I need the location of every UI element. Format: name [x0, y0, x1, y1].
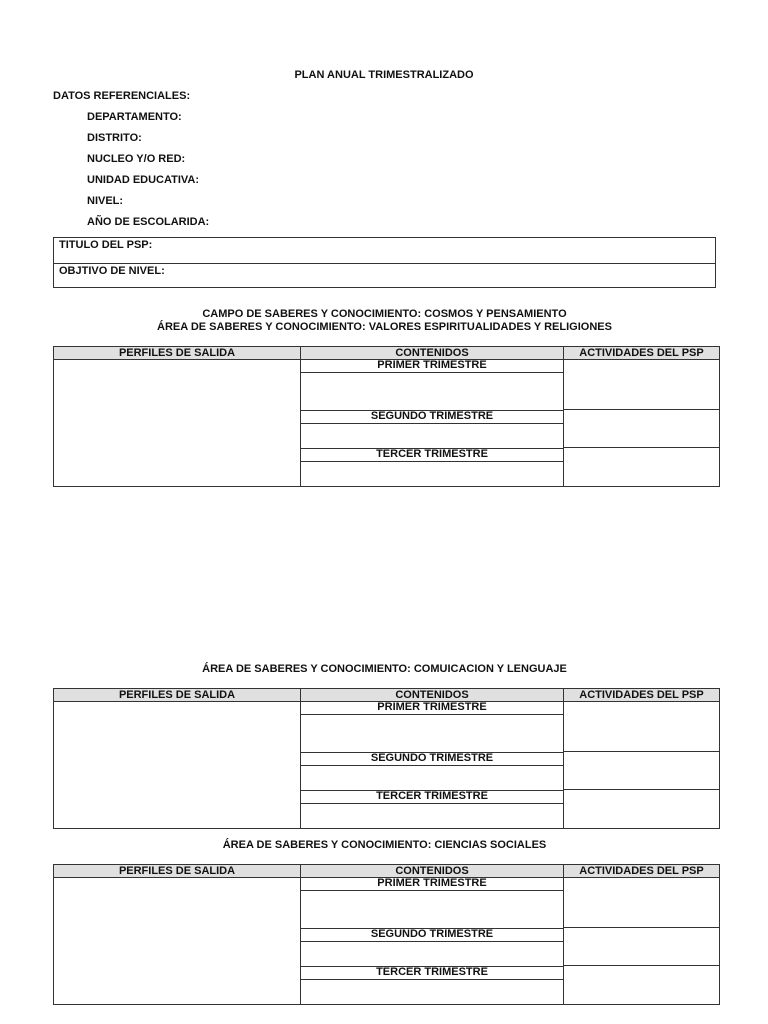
contenidos-header: CONTENIDOS [301, 865, 564, 878]
actividades-segundo-field [564, 928, 719, 966]
perfiles-cell [54, 702, 301, 829]
section-3-area: ÁREA DE SABERES Y CONOCIMIENTO: CIENCIAS SOCIALES [222, 839, 547, 851]
perfiles-header: PERFILES DE SALIDA [54, 865, 301, 878]
segundo-trimestre-field [301, 424, 563, 448]
tercer-trimestre-label: TERCER TRIMESTRE [301, 967, 563, 980]
contenidos-cell [301, 878, 564, 1005]
tercer-trimestre-field [301, 462, 563, 486]
contenidos-cell [301, 360, 564, 487]
actividades-tercer-field [564, 790, 719, 827]
tercer-trimestre-label: TERCER TRIMESTRE [301, 791, 563, 804]
unidad-educativa-label: UNIDAD EDUCATIVA: [87, 174, 200, 186]
contenidos-cell [301, 702, 564, 829]
segundo-trimestre-block [301, 411, 563, 449]
actividades-header: ACTIVIDADES DEL PSP [564, 347, 720, 360]
actividades-cell [564, 360, 720, 487]
titulo-psp-row [54, 238, 715, 263]
segundo-trimestre-block [301, 753, 563, 791]
primer-trimestre-block [301, 878, 563, 929]
perfiles-header: PERFILES DE SALIDA [54, 689, 301, 702]
datos-referenciales-label: DATOS REFERENCIALES: [53, 90, 191, 102]
section-1-table [53, 346, 720, 487]
tercer-trimestre-field [301, 980, 563, 1004]
actividades-primer-field [564, 878, 719, 928]
primer-trimestre-label: PRIMER TRIMESTRE [301, 360, 563, 373]
titulo-psp-label: TITULO DEL PSP: [59, 239, 153, 251]
tercer-trimestre-label: TERCER TRIMESTRE [301, 449, 563, 462]
actividades-primer-field [564, 360, 719, 410]
distrito-label: DISTRITO: [87, 132, 142, 144]
actividades-cell [564, 878, 720, 1005]
perfiles-header: PERFILES DE SALIDA [54, 347, 301, 360]
objetivo-nivel-label: OBJTIVO DE NIVEL: [59, 265, 165, 277]
section-1-area: ÁREA DE SABERES Y CONOCIMIENTO: VALORES ESPIRITUALIDADES Y RELIGIONES [157, 321, 612, 333]
actividades-header: ACTIVIDADES DEL PSP [564, 689, 720, 702]
anio-escolaridad-label: AÑO DE ESCOLARIDA: [87, 216, 210, 228]
segundo-trimestre-field [301, 942, 563, 966]
nivel-label: NIVEL: [87, 195, 124, 207]
contenidos-header: CONTENIDOS [301, 347, 564, 360]
primer-trimestre-field [301, 891, 563, 928]
segundo-trimestre-field [301, 766, 563, 790]
actividades-primer-field [564, 702, 719, 752]
primer-trimestre-label: PRIMER TRIMESTRE [301, 878, 563, 891]
segundo-trimestre-block [301, 929, 563, 967]
psp-box [53, 237, 716, 288]
departamento-label: DEPARTAMENTO: [87, 111, 182, 123]
section-3-table [53, 864, 720, 1005]
primer-trimestre-label: PRIMER TRIMESTRE [301, 702, 563, 715]
perfiles-cell [54, 878, 301, 1005]
contenidos-header: CONTENIDOS [301, 689, 564, 702]
tercer-trimestre-field [301, 804, 563, 828]
actividades-tercer-field [564, 966, 719, 1003]
tercer-trimestre-block [301, 791, 563, 828]
objetivo-nivel-row [54, 263, 715, 287]
actividades-cell [564, 702, 720, 829]
segundo-trimestre-label: SEGUNDO TRIMESTRE [301, 753, 563, 766]
actividades-tercer-field [564, 448, 719, 485]
tercer-trimestre-block [301, 449, 563, 486]
primer-trimestre-block [301, 360, 563, 411]
section-1-campo: CAMPO DE SABERES Y CONOCIMIENTO: COSMOS Y PENSAMIENTO [202, 308, 567, 320]
section-2-table [53, 688, 720, 829]
primer-trimestre-field [301, 373, 563, 410]
actividades-segundo-field [564, 410, 719, 448]
segundo-trimestre-label: SEGUNDO TRIMESTRE [301, 411, 563, 424]
document-title: PLAN ANUAL TRIMESTRALIZADO [294, 69, 474, 81]
nucleo-red-label: NUCLEO Y/O RED: [87, 153, 186, 165]
tercer-trimestre-block [301, 967, 563, 1004]
actividades-header: ACTIVIDADES DEL PSP [564, 865, 720, 878]
segundo-trimestre-label: SEGUNDO TRIMESTRE [301, 929, 563, 942]
primer-trimestre-block [301, 702, 563, 753]
actividades-segundo-field [564, 752, 719, 790]
perfiles-cell [54, 360, 301, 487]
section-2-area: ÁREA DE SABERES Y CONOCIMIENTO: COMUICACION Y LENGUAJE [202, 663, 567, 675]
primer-trimestre-field [301, 715, 563, 752]
